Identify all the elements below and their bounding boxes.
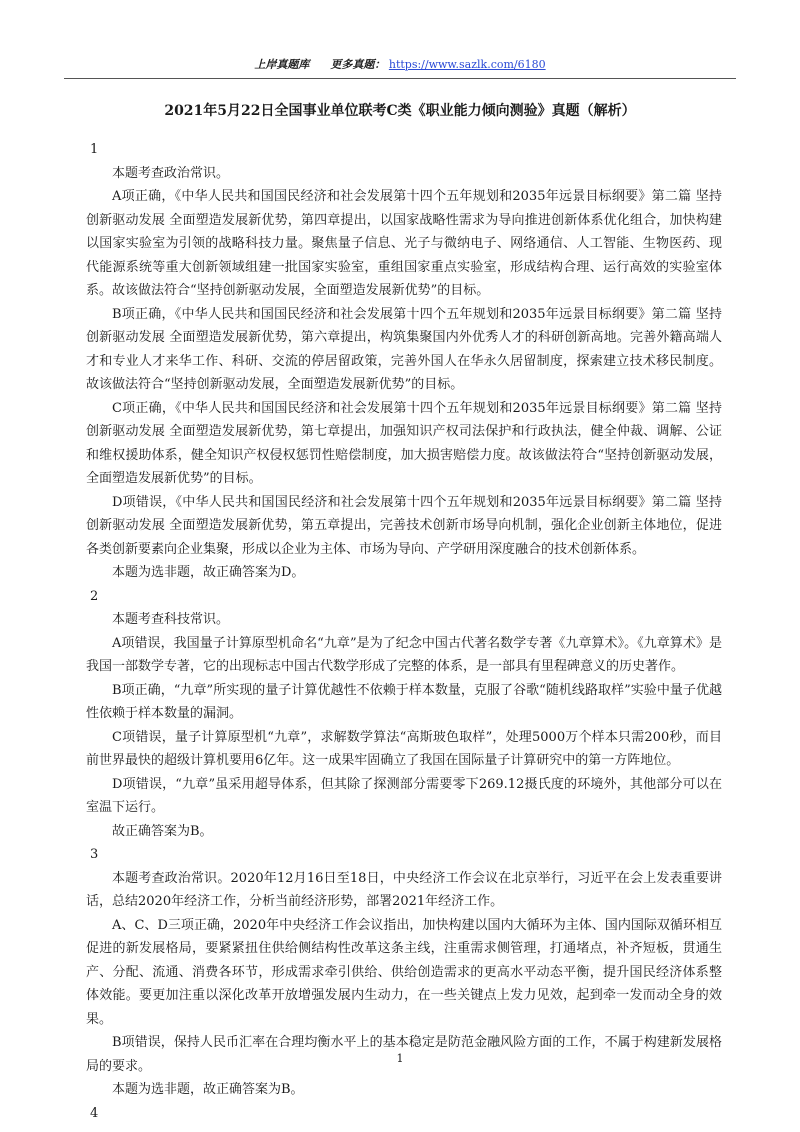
paragraph: A、C、D三项正确，2020年中央经济工作会议指出，加快构建以国内大循环为主体、国内国际双循环相互促进的新发展格局，要紧紧扭住供给侧结构性改革这条主线，注重需求侧管理，打通堵点，补齐短板，贯通生产、分配、流通、消费各环节，形成需求牵引供给、供给创造需求的更高水平动态平衡，提升国民经济体系整体效能。要更加注重以深化改革开放增强发展内生动力，在一些关键点上发力见效，起到牵一发而动全身的效果。 xyxy=(86,917,722,1027)
source-label: 上岸真题库 xyxy=(254,58,310,71)
paragraph: 本题考查科技常识。 xyxy=(112,612,230,627)
paragraph: C项错误，量子计算原型机“九章”，求解数学算法“高斯玻色取样”，处理5000万个样本只需200秒，而目前世界最快的超级计算机要用6亿年。这一成果牢固确立了我国在国际量子计算研究中的第一方阵地位。 xyxy=(86,729,722,768)
paragraph: 故正确答案为B。 xyxy=(112,823,213,839)
paragraph: A项错误，我国量子计算原型机命名“九章”是为了纪念中国古代著名数学专著《九章算术》。《九章算术》是我国一部数学专著，它的出现标志中国古代数学形成了完整的体系，是一部具有里程碑意义的历史著作。 xyxy=(86,635,722,674)
paragraph: 本题考查政治常识。2020年12月16日至18日，中央经济工作会议在北京举行，习近平在会上发表重要讲话，总结2020年经济工作，分析当前经济形势，部署2021年经济工作。 xyxy=(86,870,722,909)
paragraph: B项错误，保持人民币汇率在合理均衡水平上的基本稳定是防范金融风险方面的工作，不属于构建新发展格局的要求。 xyxy=(86,1035,722,1074)
document-body xyxy=(86,138,722,1125)
paragraph: 本题为选非题，故正确答案为D。 xyxy=(112,565,305,580)
more-label: 更多真题： xyxy=(330,58,386,71)
paragraph: C项正确，《中华人民共和国国民经济和社会发展第十四个五年规划和2035年远景目标纲要》第二篇 坚持创新驱动发展 全面塑造发展新优势，第七章提出，加强知识产权司法保护和行政执法，健全仲裁、调解、公证和维权援助体系，健全知识产权侵权惩罚性赔偿制度，加大损害赔偿力度。故该做法符合“坚持创新驱动发展，全面塑造发展新优势”的目标。 xyxy=(86,400,722,486)
paragraph: D项错误，《中华人民共和国国民经济和社会发展第十四个五年规划和2035年远景目标纲要》第二篇 坚持创新驱动发展 全面塑造发展新优势，第五章提出，完善技术创新市场导向机制，强化企业创新主体地位，促进各类创新要素向企业集聚，形成以企业为主体、市场为导向、产学研用深度融合的技术创新体系。 xyxy=(86,494,722,557)
header-divider xyxy=(64,78,736,79)
page-number: 1 xyxy=(396,1052,404,1065)
question-number: 1 xyxy=(90,142,99,157)
paragraph: B项正确，《中华人民共和国国民经济和社会发展第十四个五年规划和2035年远景目标纲要》第二篇 坚持创新驱动发展 全面塑造发展新优势，第六章提出，构筑集聚国内外优秀人才的科研创新高地。完善外籍高端人才和专业人才来华工作、科研、交流的停居留政策，完善外国人在华永久居留制度，探索建立技术移民制度。故该做法符合“坚持创新驱动发展，全面塑造发展新优势”的目标。 xyxy=(86,306,722,392)
paragraph: A项正确，《中华人民共和国国民经济和社会发展第十四个五年规划和2035年远景目标纲要》第二篇 坚持创新驱动发展 全面塑造发展新优势，第四章提出，以国家战略性需求为导向推进创新体系优化组合，加快构建以国家实验室为引领的战略科技力量。聚焦量子信息、光子与微纳电子、网络通信、人工智能、生物医药、现代能源系统等重大创新领域组建一批国家实验室，重组国家重点实验室，形成结构合理、运行高效的实验室体系。故该做法符合“坚持创新驱动发展，全面塑造发展新优势”的目标。 xyxy=(86,189,722,298)
paragraph: B项正确，“九章”所实现的量子计算优越性不依赖于样本数量，克服了谷歌“随机线路取样”实验中量子优越性依赖于样本数量的漏洞。 xyxy=(86,682,722,721)
question-number: 3 xyxy=(90,847,99,862)
question-number: 4 xyxy=(90,1105,99,1121)
source-link[interactable]: https://www.sazlk.com/6180 xyxy=(388,58,546,71)
document-title: 2021年5月22日全国事业单位联考C类《职业能力倾向测验》真题（解析） xyxy=(164,103,636,119)
question-number: 2 xyxy=(90,588,99,604)
paragraph: 本题为选非题，故正确答案为B。 xyxy=(112,1082,304,1097)
paragraph: D项错误，“九章”虽采用超导体系，但其除了探测部分需要零下269.12摄氏度的环境外，其他部分可以在室温下运行。 xyxy=(86,776,722,815)
paragraph: 本题考查政治常识。 xyxy=(112,165,230,181)
page-header xyxy=(0,57,800,73)
